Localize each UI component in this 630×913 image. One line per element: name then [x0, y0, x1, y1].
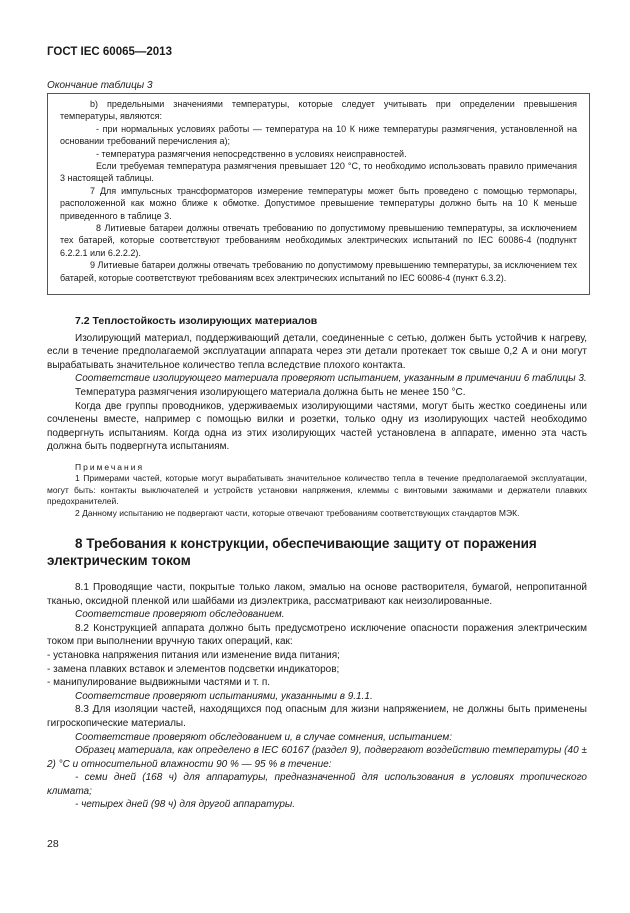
section-8-heading: 8 Требования к конструкции, обеспечивающие защиту от поражения электрическим током: [47, 535, 537, 568]
note-softening-120: Если требуемая температура размягчения превышает 120 °С, то необходимо использовать правило примечания 3 настоящей таблицы.: [60, 161, 577, 184]
section-8-2-list-item: - замена плавких вставок и элементов подсветки индикаторов;: [47, 663, 340, 675]
section-8-1-compliance: Соответствие проверяют обследованием.: [75, 609, 285, 621]
section-7-2-compliance: Соответствие изолирующего материала проверяют испытанием, указанным в примечании 6 таблицы 3.: [75, 373, 587, 385]
notes-title: Примечания: [75, 461, 145, 472]
note-8: 8 Литиевые батареи должны отвечать требованию по допустимому превышению температуры, за исключением тех батарей, которые соответствуют требованиям необходимых электрических испытаний по IEC 60086-4 (подпункт 6.2.2.1 или 6.2.2.2).: [60, 223, 577, 258]
section-8-3-list-item: - четырех дней (98 ч) для другой аппаратуры.: [75, 799, 296, 811]
note-b-item-1: - при нормальных условиях работы — температура на 10 К ниже температуры размягчения, установленной на основании требований перечисления a);: [60, 123, 577, 147]
note-b-item-2: - температура размягчения непосредственно в условиях неисправностей.: [96, 148, 407, 159]
section-8-2-text: 8.2 Конструкцией аппарата должно быть предусмотрено исключение опасности поражения электрическим током при выполнении вручную таких операций, как:: [47, 622, 587, 648]
note-b-item: b) предельными значениями температуры, которые следует учитывать при определении превышения температуры, являются:: [60, 99, 577, 122]
section-8-3-list-item: - семи дней (168 ч) для аппаратуры, предназначенной для использования в условиях тропического климата;: [47, 772, 587, 797]
table-continuation-caption: Окончание таблицы 3: [47, 80, 153, 91]
section-8-3-sample-conditions: Образец материала, как определено в IEC 60167 (раздел 9), подвергают воздействию температуры (40 ± 2) °С и относительной влажности 90 % — 95 % в течение:: [47, 745, 587, 770]
section-8-2-list-item: - манипулирование выдвижными частями и т. п.: [47, 677, 271, 689]
note-9: 9 Литиевые батареи должны отвечать требованию по допустимому превышению температуры, за исключением тех батарей, которые соответствуют требованиям всех электрических испытаний по IEC 60086-4 (пункт 6.3.2).: [60, 260, 577, 283]
section-8-2-compliance: Соответствие проверяют испытаниями, указанными в 9.1.1.: [75, 690, 373, 702]
section-7-2-paragraph-1: Изолирующий материал, поддерживающий детали, соединенные с сетью, должен быть устойчив к нагреву, если в течение предполагаемой эксплуатации аппарата через эти детали протекает ток свыше 0,2 А и они могут вырабатывать значительное количество тепла вследствие плохого контакта.: [47, 332, 587, 371]
section-7-2-notes: [47, 462, 587, 519]
note-7: 7 Для импульсных трансформаторов измерение температуры может быть проведено с помощью термопары, расположенной как можно ближе к обмотке. Допустимое превышение температуры должно быть на 10 К меньше приведенного в таблице 3.: [60, 185, 577, 221]
section-7-2-heading: 7.2 Теплостойкость изолирующих материалов: [75, 315, 318, 327]
section-8-1-text: 8.1 Проводящие части, покрытые только лаком, эмалью на основе растворителя, бумагой, непропитанной тканью, оксидной пленкой или шайбами из диэлектрика, рассматривают как неизолированные.: [47, 581, 587, 607]
page-number: 28: [47, 838, 59, 850]
main-content: [47, 315, 587, 812]
section-7-2-softening-temp: Температура размягчения изолирующего материала должна быть не менее 150 °С.: [75, 386, 466, 398]
section-8-2-list-item: - установка напряжения питания или изменение вида питания;: [47, 649, 340, 661]
page-header-standard: ГОСТ IEC 60065—2013: [47, 46, 172, 58]
section-8-3-text: 8.3 Для изоляции частей, находящихся под опасным для жизни напряжением, не должны быть применены гигроскопические материалы.: [47, 704, 587, 729]
section-8-3-compliance: Соответствие проверяют обследованием и, в случае сомнения, испытанием:: [75, 731, 452, 743]
section-7-2-note-1: 1 Примерами частей, которые могут вырабатывать значительное количество тепла в течение предполагаемой эксплуатации, могут быть: контакты выключателей и устройств установки напряжения, клеммы с винтовыми зажимами и держатели плавких предохранителей.: [47, 473, 587, 507]
table-3-notes-box: [47, 93, 590, 295]
section-7-2-paragraph-4: Когда две группы проводников, удерживаемых изолирующими частями, могут быть жестко соединены или сочленены вместе, например с помощью вилки и розетки, только одну из изолирующих частей необходимо подвергнуть испытаниям. Когда одна из этих изолирующих частей установлена в аппарате, именно эта часть должна быть подвергнута испытаниям.: [47, 400, 587, 453]
section-7-2-note-2: 2 Данному испытанию не подвергают части, которые отвечают требованиям соответствующих стандартов МЭК.: [75, 507, 520, 518]
